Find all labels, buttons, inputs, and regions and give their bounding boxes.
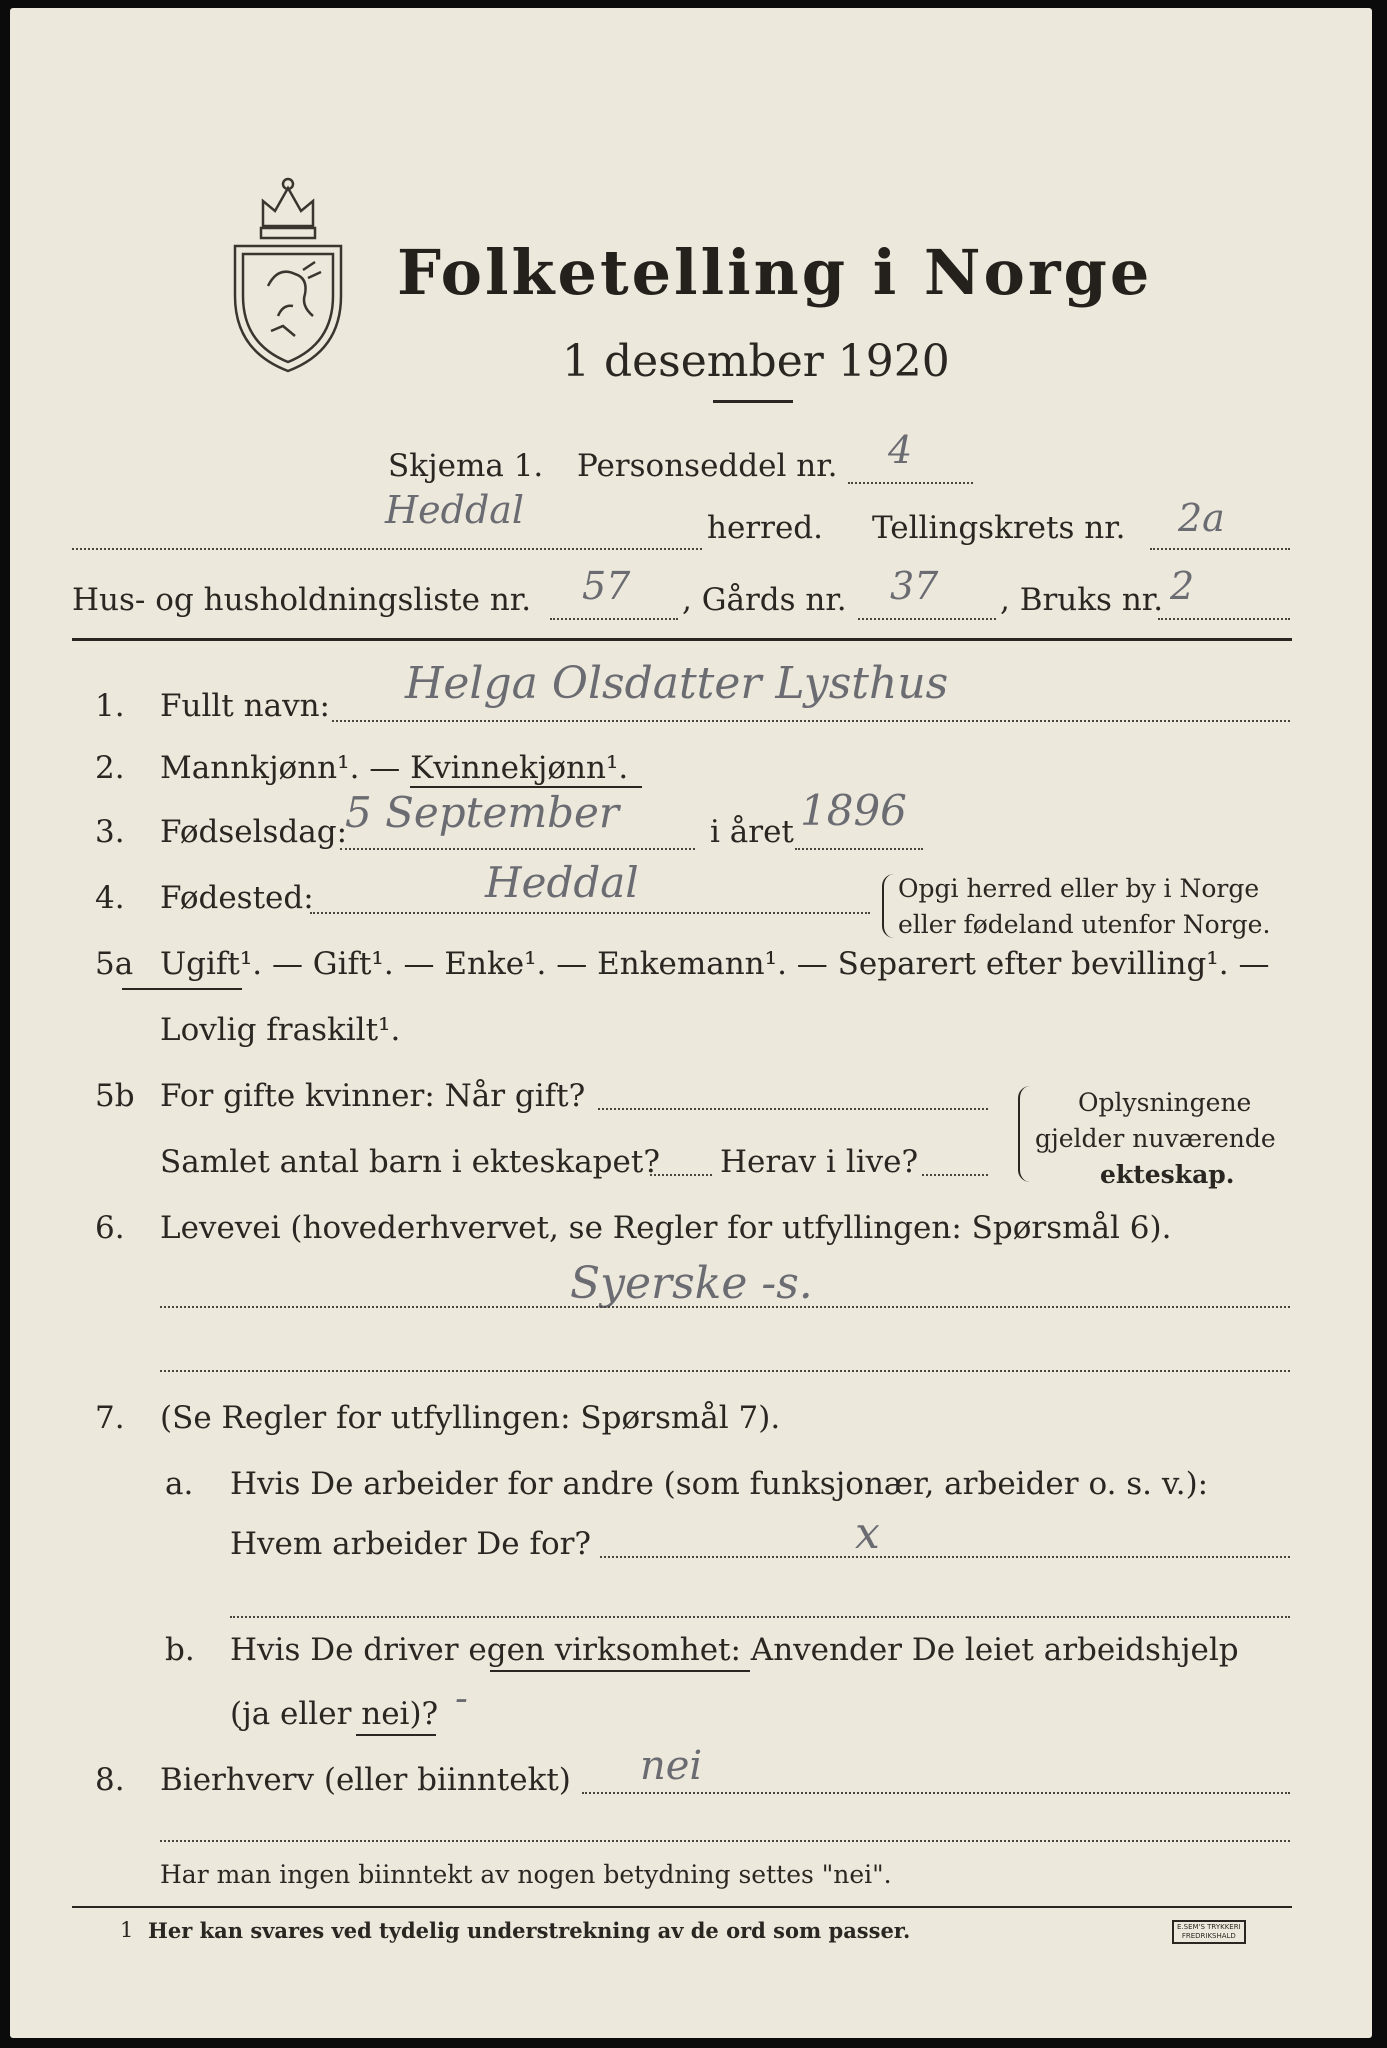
q1-label: Fullt navn: (160, 688, 330, 724)
gards-value: 37 (890, 564, 939, 608)
header-separator (72, 638, 1292, 641)
norwegian-coat-of-arms-icon (223, 166, 353, 376)
q4-note-line2: eller fødeland utenfor Norge. (898, 910, 1271, 939)
personseddel-value: 4 (888, 428, 913, 472)
q3-label: Fødselsdag: (160, 814, 348, 850)
q7-label: (Se Regler for utfyllingen: Spørsmål 7). (160, 1400, 781, 1436)
q5b-children-total: Samlet antal barn i ekteskapet? (160, 1144, 660, 1180)
bruks-value: 2 (1170, 564, 1195, 608)
census-form-page (10, 8, 1372, 2038)
q7b-egen-underline (490, 1670, 750, 1672)
q7b-nei-underline (356, 1734, 436, 1736)
herred-label: herred. (707, 510, 823, 546)
q6-number: 6. (95, 1210, 125, 1246)
bruks-label: , Bruks nr. (1000, 582, 1164, 618)
q5b-note-line2: gjelder nuværende (1035, 1124, 1276, 1153)
nei-instruction: Har man ingen biinntekt av nogen betydning settes "nei". (160, 1860, 892, 1889)
title-underline (713, 400, 793, 403)
footnote-marker: 1 (120, 1918, 134, 1942)
q5b-number: 5b (95, 1078, 135, 1114)
q5b-note-line1: Oplysningene (1078, 1088, 1252, 1117)
q4-birthplace-value: Heddal (485, 858, 639, 907)
q5a-marital-options: Ugift¹. — Gift¹. — Enke¹. — Enkemann¹. — Separert efter bevilling¹. — (160, 946, 1270, 982)
q2-sex-options: Mannkjønn¹. — Kvinnekjønn¹. (160, 750, 629, 786)
footer-separator (72, 1906, 1292, 1908)
q1-number: 1. (95, 688, 125, 724)
tellingskrets-label: Tellingskrets nr. (872, 510, 1126, 546)
q8-number: 8. (95, 1762, 125, 1798)
q7a-line1: Hvis De arbeider for andre (som funksjonær, arbeider o. s. v.): (230, 1466, 1209, 1502)
q5a-number: 5a (95, 946, 134, 982)
q7b-letter: b. (165, 1632, 195, 1668)
husholdningsliste-value: 57 (582, 564, 631, 608)
q2-number: 2. (95, 750, 125, 786)
skjema-label: Skjema 1. (388, 448, 544, 484)
q8-side-income-value: nei (640, 1743, 703, 1789)
q8-label: Bierhverv (eller biinntekt) (160, 1762, 571, 1798)
q7b-line2: (ja eller nei)? (230, 1696, 439, 1732)
husholdningsliste-label: Hus- og husholdningsliste nr. (72, 582, 532, 618)
q5b-note-line3: ekteskap. (1100, 1160, 1235, 1189)
q3-year-value: 1896 (800, 786, 907, 835)
q5a-ugift-underline (122, 988, 242, 990)
q7-number: 7. (95, 1400, 125, 1436)
form-title: Folketelling i Norge (397, 236, 1153, 309)
q3-year-label: i året (710, 814, 794, 850)
tellingskrets-value: 2a (1178, 496, 1225, 540)
q5a-line2: Lovlig fraskilt¹. (160, 1012, 401, 1048)
q1-full-name-value: Helga Olsdatter Lysthus (405, 658, 949, 709)
q7a-line2: Hvem arbeider De for? (230, 1526, 592, 1562)
q5b-married-when: For gifte kvinner: Når gift? (160, 1078, 586, 1114)
personseddel-label: Personseddel nr. (577, 448, 838, 484)
q6-label: Levevei (hovederhvervet, se Regler for utfyllingen: Spørsmål 6). (160, 1210, 1172, 1246)
q3-birthday-value: 5 September (345, 788, 619, 837)
q3-number: 3. (95, 814, 125, 850)
printer-line2: FREDRIKSHALD (1181, 1932, 1236, 1940)
printer-line1: E.SEM'S TRYKKERI (1177, 1923, 1241, 1931)
q6-occupation-value: Syerske -s. (570, 1258, 813, 1309)
printer-stamp (1172, 1920, 1246, 1944)
q4-number: 4. (95, 880, 125, 916)
q7b-line1: Hvis De driver egen virksomhet: Anvender De leiet arbeidshjelp (230, 1632, 1239, 1668)
census-date: 1 desember 1920 (562, 336, 950, 387)
footnote-text: Her kan svares ved tydelig understrekning av de ord som passer. (148, 1918, 911, 1943)
q7b-hired-help-value: - (455, 1676, 468, 1720)
q5b-children-alive: Herav i live? (720, 1144, 919, 1180)
q7a-employer-value: x (855, 1508, 880, 1559)
herred-value: Heddal (385, 488, 525, 532)
q4-note-line1: Opgi herred eller by i Norge (898, 874, 1260, 903)
gards-label: , Gårds nr. (682, 582, 847, 618)
q4-label: Fødested: (160, 880, 314, 916)
q7a-letter: a. (165, 1466, 194, 1502)
